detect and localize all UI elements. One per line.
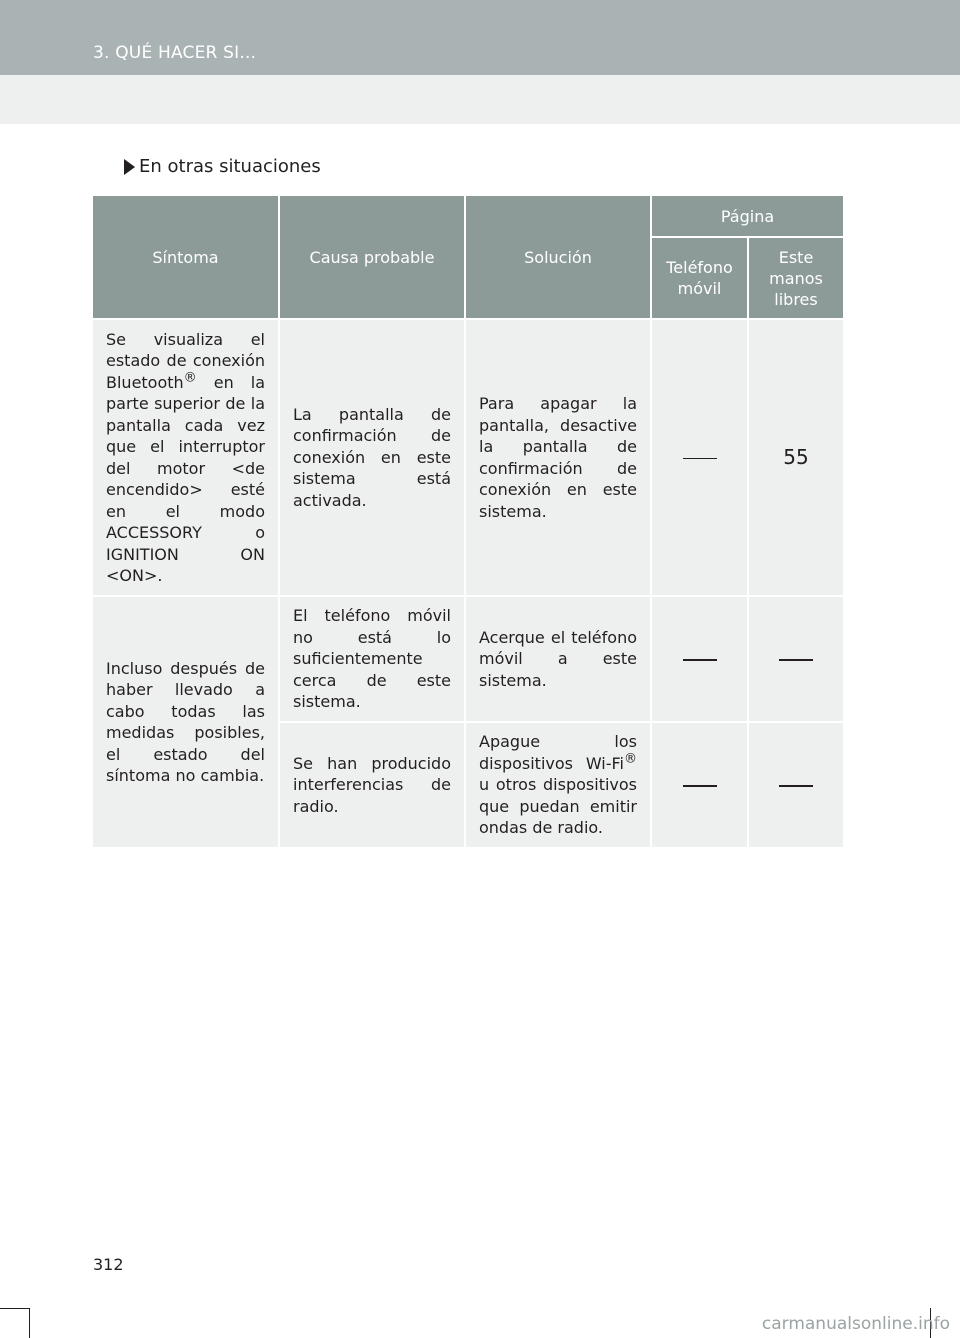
cause-cell: El teléfono móvil no está lo suficientemente cerca de este sistema. (279, 596, 465, 722)
header-symptom: Síntoma (93, 196, 279, 319)
dash-icon (779, 659, 813, 661)
crop-mark-left-horizontal (0, 1308, 30, 1309)
handsfree-page-cell: 55 (748, 319, 843, 596)
dash-icon (683, 785, 717, 787)
solution-cell: Para apagar la pantalla, desactive la pantalla de confirmación de conexión en este sistema. (465, 319, 651, 596)
page-number: 312 (93, 1255, 124, 1274)
header-band (0, 0, 960, 75)
header-sub-band (0, 75, 960, 124)
solution-cell: Acerque el teléfono móvil a este sistema. (465, 596, 651, 722)
header-solution: Solución (465, 196, 651, 319)
table-row (93, 319, 843, 596)
phone-page-cell (651, 722, 748, 848)
cause-cell: Se han producido interferencias de radio. (279, 722, 465, 848)
header-cause: Causa probable (279, 196, 465, 319)
symptom-cell: Incluso después de haber llevado a cabo todas las medidas posibles, el estado del síntoma no cambia. (93, 596, 279, 848)
solution-cell: Apague los dispositivos Wi-Fi® u otros dispositivos que puedan emitir ondas de radio. (465, 722, 651, 848)
subheading-text: En otras situaciones (139, 156, 321, 177)
header-handsfree: Este manos libres (748, 237, 843, 319)
symptom-cell: Se visualiza el estado de conexión Bluetooth® en la parte superior de la pantalla cada vez que el interruptor del motor <de encendido> esté en el modo ACCESSORY o IGNITION ON <ON>. (93, 319, 279, 596)
crop-mark-left (29, 1308, 30, 1338)
section-title: 3. QUÉ HACER SI... (93, 43, 257, 63)
symptom-table (93, 196, 843, 849)
cause-cell: La pantalla de confirmación de conexión en este sistema está activada. (279, 319, 465, 596)
handsfree-page-cell (748, 722, 843, 848)
table-row (93, 596, 843, 722)
subheading (124, 156, 321, 177)
header-phone: Teléfono móvil (651, 237, 748, 319)
triangle-bullet-icon (124, 159, 135, 175)
handsfree-page-cell (748, 596, 843, 722)
phone-page-cell (651, 596, 748, 722)
dash-icon (683, 659, 717, 661)
header-page: Página (651, 196, 843, 237)
phone-page-cell (651, 319, 748, 596)
dash-icon (779, 785, 813, 787)
dash-icon (683, 458, 717, 460)
watermark: carmanualsonline.info (761, 1314, 950, 1334)
